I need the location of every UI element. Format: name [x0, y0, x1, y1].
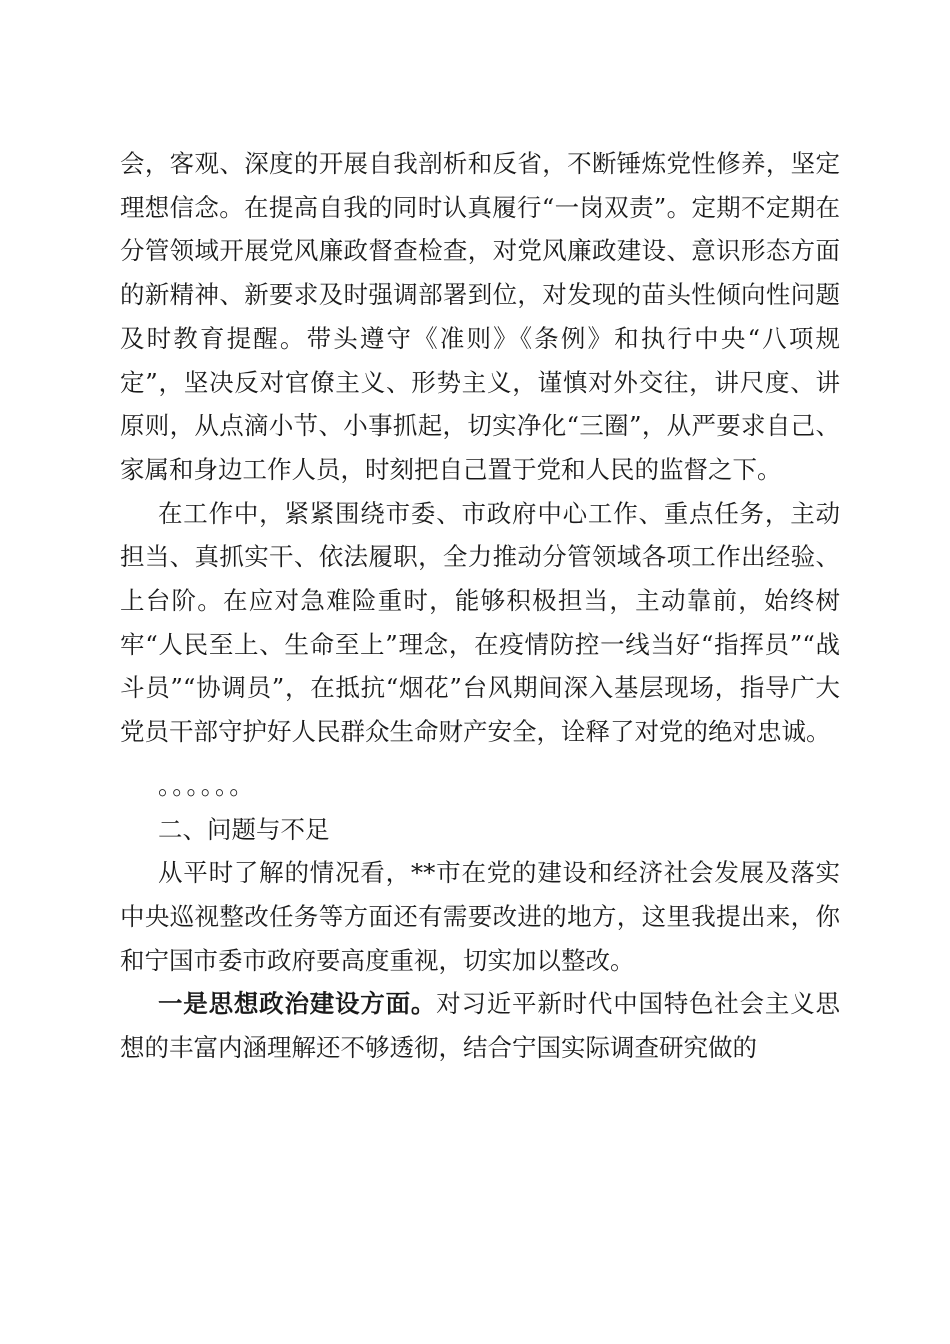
paragraph-self-discipline: 会，客观、深度的开展自我剖析和反省，不断锤炼党性修养，坚定理想信念。在提高自我的同时认真履行“一岗双责”。定期不定期在分管领域开展党风廉政督查检查，对党风廉政建设、意识形态方面的新精神、新要求及时强调部署到位，对发现的苗头性倾向性问题及时教育提醒。带头遵守《准则》《条例》和执行中央“八项规定”，坚决反对官僚主义、形势主义，谨慎对外交往，讲尺度、讲原则，从点滴小节、小事抓起，切实净化“三圈”，从严要求自己、家属和身边工作人员，时刻把自己置于党和人民的监督之下。: [120, 149, 840, 484]
section-heading-problems: 二、问题与不足: [158, 814, 330, 844]
paragraph-problems-intro: 从平时了解的情况看，**市在党的建设和经济社会发展及落实中央巡视整改任务等方面还有需要改进的地方，这里我提出来，你和宁国市委市政府要高度重视，切实加以整改。: [120, 858, 840, 975]
document-body: [120, 142, 840, 1070]
paragraph-political-building: [120, 982, 840, 1069]
ellipsis-marker: 。。。。。。: [158, 770, 256, 800]
paragraph-work-performance: 在工作中，紧紧围绕市委、市政府中心工作、重点任务，主动担当、真抓实干、依法履职，全力推动分管领域各项工作出经验、上台阶。在应对急难险重时，能够积极担当，主动靠前，始终树牢“人民至上、生命至上”理念，在疫情防控一线当好“指挥员”“战斗员”“协调员”，在抵抗“烟花”台风期间深入基层现场，指导广大党员干部守护好人民群众生命财产安全，诠释了对党的绝对忠诚。: [120, 498, 840, 747]
paragraph-body-text: 对习近平新时代中国特色社会主义思想的丰富内涵理解还不够透彻，结合宁国实际调查研究做的: [120, 989, 840, 1063]
paragraph-lead-phrase: 一是思想政治建设方面。: [158, 989, 437, 1019]
